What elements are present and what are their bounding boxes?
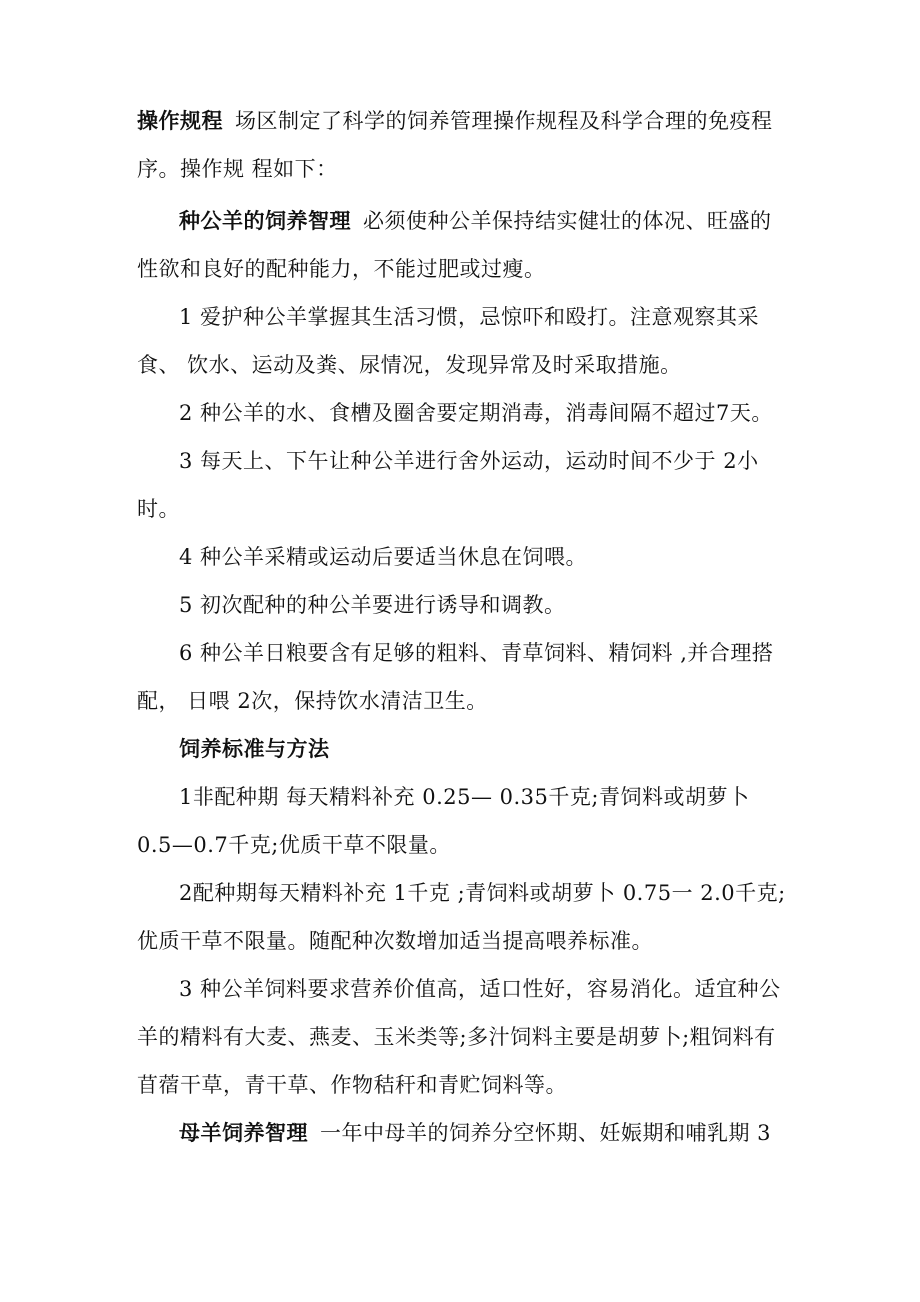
heading-feeding-standards: 饲养标准与方法: [179, 736, 330, 761]
list-item-ram-2: 2 种公羊的水、食槽及圈舍要定期消毒，消毒间隔不超过7天。: [179, 401, 773, 425]
heading-ram-management: 种公羊的饲养智理: [179, 208, 351, 233]
paragraph-operating-rules: [137, 97, 787, 193]
list-item-ram-6: 6 种公羊日粮要含有足够的粗料、青草饲料、精饲料 ,并合理搭配， 日喂 2次，保持饮水清洁卫生。: [137, 641, 774, 713]
heading-operating-rules: 操作规程: [137, 108, 223, 133]
paragraph-text: 必须使种公羊保持结实健壮的体况、旺盛的性欲和良好的配种能力，不能过肥或过瘦。: [137, 209, 772, 281]
list-item-ram-4: 4 种公羊采精或运动后要适当休息在饲喂。: [179, 545, 588, 569]
paragraph-text: 一年中母羊的饲养分空怀期、妊娠期和哺乳期 3: [320, 1121, 772, 1145]
paragraph-text: 场区制定了科学的饲养管理操作规程及科学合理的免疫程序。操作规 程如下：: [137, 109, 773, 181]
paragraph-ram-management: [137, 197, 787, 293]
list-item-ram-5: 5 初次配种的种公羊要进行诱导和调教。: [179, 593, 566, 617]
paragraph-ewe-management: [137, 1109, 787, 1157]
list-item-standard-1: 1非配种期 每天精料补充 0.25— 0.35千克;青饲料或胡萝卜 0.5—0.7千克;优质干草不限量。: [137, 785, 750, 857]
list-item-standard-2: 2配种期每天精料补充 1千克 ;青饲料或胡萝卜 0.75一 2.0千克;优质干草不限量。随配种次数增加适当提高喂养标准。: [137, 881, 786, 953]
list-item-ram-3: 3 每天上、下午让种公羊进行舍外运动，运动时间不少于 2小时。: [137, 449, 759, 521]
list-item-standard-3: 3 种公羊饲料要求营养价值高，适口性好，容易消化。适宜种公羊的精料有大麦、燕麦、玉米类等;多汁饲料主要是胡萝卜;粗饲料有苜蓿干草，青干草、作物秸秆和青贮饲料等。: [137, 977, 781, 1097]
list-item-ram-1: 1 爱护种公羊掌握其生活习惯，忌惊吓和殴打。注意观察其采食、 饮水、运动及粪、尿情况，发现异常及时采取措施。: [137, 305, 760, 377]
heading-ewe-management: 母羊饲养智理: [179, 1120, 308, 1145]
